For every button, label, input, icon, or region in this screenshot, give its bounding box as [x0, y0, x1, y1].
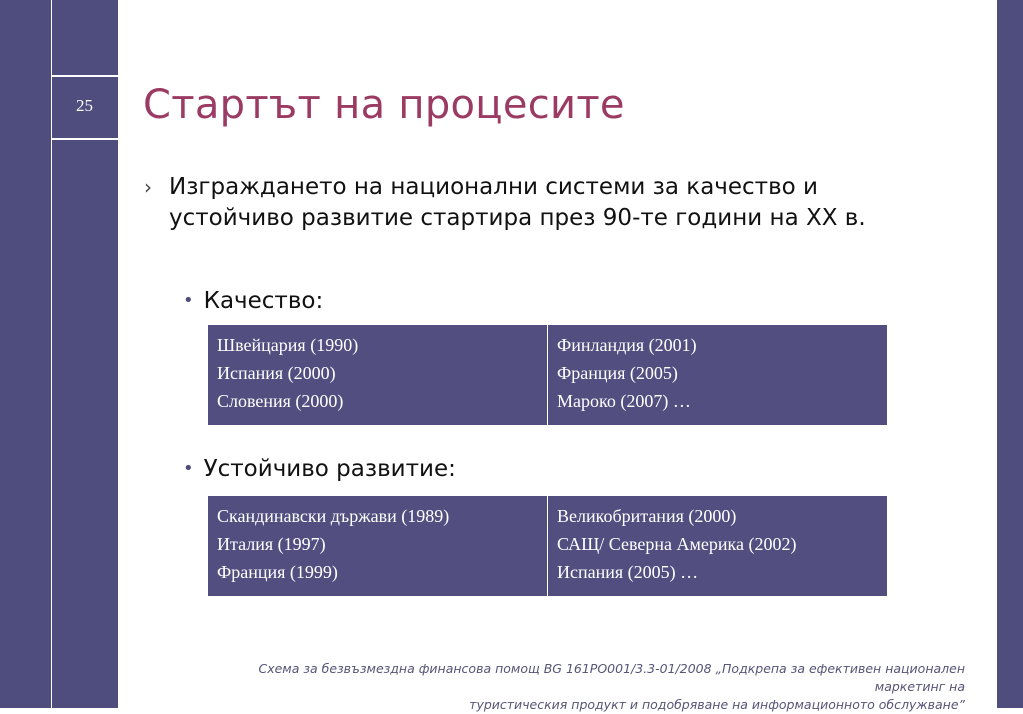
sustainable-right-cell [548, 496, 888, 597]
footer-line: туристическия продукт и подобряване на информационното обслужване” [469, 697, 965, 712]
table-entry: Скандинавски държави (1989) [217, 506, 450, 526]
table-row [208, 496, 888, 597]
table-row [208, 325, 888, 426]
chevron-right-icon: › [144, 175, 152, 199]
quality-right-cell [548, 325, 888, 426]
table-entry: Франция (2005) [557, 363, 678, 383]
sustainable-left-cell [208, 496, 548, 597]
table-entry: Италия (1997) [217, 534, 326, 554]
main-bullet-line: устойчиво развитие стартира през 90-те години на ХХ в. [169, 205, 866, 231]
sustainable-subheading [183, 456, 456, 482]
bullet-dot-icon: • [183, 290, 194, 311]
table-entry: Испания (2000) [217, 363, 336, 383]
table-entry: САЩ/ Северна Америка (2002) [557, 534, 797, 554]
table-entry: Великобритания (2000) [557, 506, 737, 526]
quality-subheading [183, 288, 323, 314]
left-decorative-bar-top [51, 0, 118, 75]
slide-title: Стартът на процесите [143, 82, 625, 128]
sustainable-table [207, 495, 888, 597]
right-decorative-bar [997, 0, 1023, 708]
main-bullet [144, 172, 964, 234]
table-entry: Швейцария (1990) [217, 335, 359, 355]
table-entry: Испания (2005) … [557, 562, 699, 582]
quality-label: Качество: [203, 288, 324, 314]
table-entry: Финландия (2001) [557, 335, 697, 355]
quality-table [207, 324, 888, 426]
sustainable-label: Устойчиво развитие: [203, 456, 456, 482]
quality-left-cell [208, 325, 548, 426]
slide-number: 25 [76, 96, 93, 115]
main-bullet-line: Изграждането на национални системи за качество и [169, 174, 818, 200]
bullet-dot-icon: • [183, 458, 194, 479]
footer-line: Схема за безвъзмездна финансова помощ BG 161PO001/3.3-01/2008 „Подкрепа за ефективен национален маркетинг на [258, 661, 965, 694]
table-entry: Франция (1999) [217, 562, 338, 582]
footer-note [205, 660, 965, 714]
main-bullet-text [169, 172, 964, 234]
table-entry: Мароко (2007) … [557, 391, 691, 411]
left-decorative-bar-bottom [51, 140, 118, 708]
table-entry: Словения (2000) [217, 391, 344, 411]
left-decorative-bar [0, 0, 51, 708]
